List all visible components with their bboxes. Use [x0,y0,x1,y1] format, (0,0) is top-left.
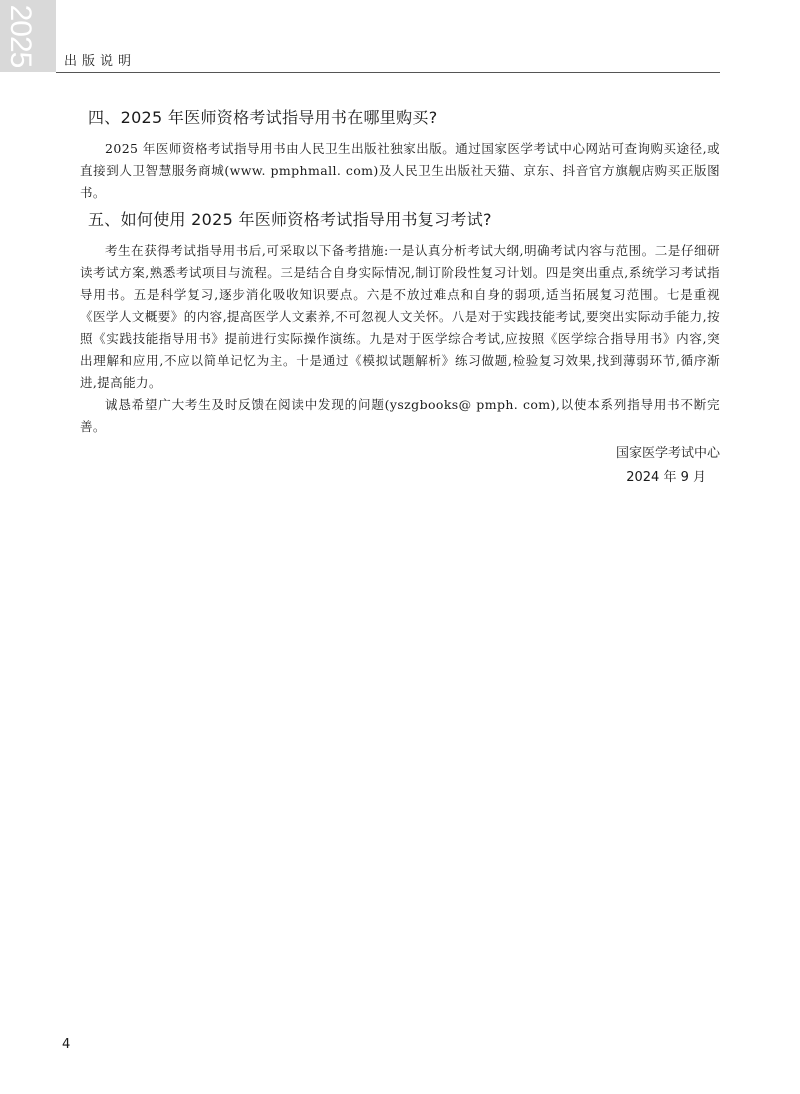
section-heading: 四、2025 年医师资格考试指导用书在哪里购买? [88,108,438,127]
page-number: 4 [62,1037,71,1052]
page-body [80,104,720,438]
year-tab [0,0,56,72]
paragraph: 诚恳希望广大考生及时反馈在阅读中发现的问题(yszgbooks@ pmph. com),以使本系列指导用书不断完善。 [80,397,720,434]
paragraph: 考生在获得考试指导用书后,可采取以下备考措施:一是认真分析考试大纲,明确考试内容与范围。二是仔细研读考试方案,熟悉考试项目与流程。三是结合自身实际情况,制订阶段性复习计划。四是突出重点,系统学习考试指导用书。五是科学复习,逐步消化吸收知识要点。六是不放过难点和自身的弱项,适当拓展复习范围。七是重视《医学人文概要》的内容,提高医学人文素养,不可忽视人文关怀。八是对于实践技能考试,要突出实际动手能力,按照《实践技能指导用书》提前进行实际操作演练。九是对于医学综合考试,应按照《医学综合指导用书》内容,突出理解和应用,不应以简单记忆为主。十是通过《模拟试题解析》练习做题,检验复习效果,找到薄弱环节,循序渐进,提高能力。 [80,243,720,390]
signature-organization: 国家医学考试中心 [615,446,720,461]
paragraph: 2025 年医师资格考试指导用书由人民卫生出版社独家出版。通过国家医学考试中心网站可查询购买途径,或直接到人卫智慧服务商城(www. pmphmall. com)及人民卫生出版社天猫、京东、抖音官方旗舰店购买正版图书。 [80,141,720,200]
section-where-to-buy [80,104,720,204]
section-how-to-use [80,206,720,438]
running-head: 出版说明 [64,54,137,69]
header-divider [56,72,720,73]
signature-block [616,442,720,490]
signature-date: 2024 年 9 月 [626,470,706,485]
year-tab-label: 2025 [4,4,37,68]
section-heading: 五、如何使用 2025 年医师资格考试指导用书复习考试? [88,210,492,229]
